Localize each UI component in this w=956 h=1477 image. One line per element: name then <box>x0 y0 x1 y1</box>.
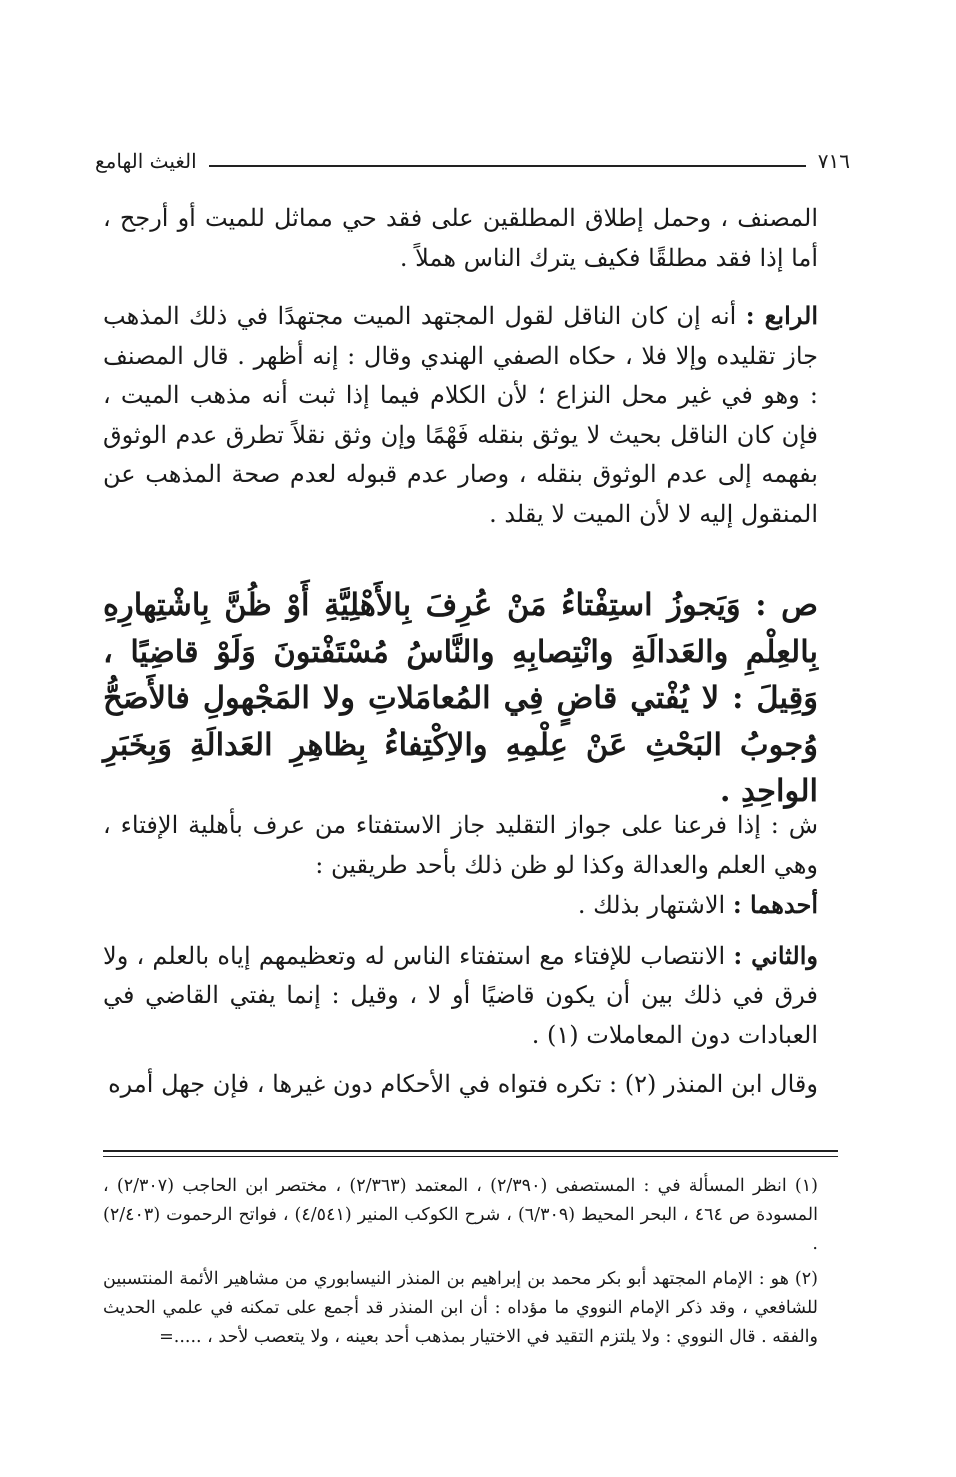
footnote-separator <box>103 1150 838 1157</box>
paragraph-fourth-opinion <box>103 296 818 544</box>
matn-text: ص : وَيَجوزُ استِفْتاءُ مَنْ عُرِفَ بِالأَهْلِيَّةِ أَوْ ظُنَّ بِاشْتِهارِهِ بِالعِلْمِ والعَدالَةِ وانْتِصابِهِ والنَّاسُ مُسْتَفْتونَ وَلَوْ قاضِيًا ، وَقِيلَ : لا يُفْتي قاضٍ فِي المُعامَلاتِ ولا المَجْهولِ فالأَصَحُّ وُجوبُ البَحْثِ عَنْ عِلْمِهِ والاِكْتِفاءُ بِظاهِرِ العَدالَةِ وَبِخَبَرِ الواحِدِ . <box>103 587 818 809</box>
running-header <box>95 146 850 176</box>
paragraph-continuation <box>103 199 818 288</box>
footnote: (٢) هو : الإمام المجتهد أبو بكر محمد بن إبراهيم بن المنذر النيسابوري من مشاهير الأئمة المنتسبين للشافعي ، وقد ذكر الإمام النووي ما مؤداه : أن ابن المنذر قد أجمع على تمكنه في علمي الحديث والفقه . قال النووي : ولا يلتزم التقيد في الاختيار بمذهب أحد بعينه ، ولا يتعصب لأحد ، .....= <box>103 1269 818 1347</box>
sharh-block <box>103 806 818 1115</box>
paragraph-text: أنه إن كان الناقل لقول المجتهد الميت مجتهدًا في ذلك المذهب جاز تقليده وإلا فلا ، حكاه الصفي الهندي وقال : إنه أظهر . قال المصنف : وهو في غير محل النزاع ؛ لأن الكلام فيما إذا ثبت أنه مذهب الميت ، فإن كان الناقل بحيث لا يوثق بنقله فَهْمًا وإن وثق نقلاً تطرق عدم الوثوق بفهمه إلى عدم الوثوق بنقله ، وصار عدم قبوله لعدم صحة المذهب عن المنقول إليه لا لأن الميت لا يقلد . <box>103 302 818 528</box>
book-title: الغيث الهامع <box>95 149 197 173</box>
footnote: (١) انظر المسألة في : المستصفى (٢/٣٩٠) ، المعتمد (٢/٣٦٣) ، مختصر ابن الحاجب (٢/٣٠٧) ، المسودة ص ٤٦٤ ، البحر المحيط (٦/٣٠٩) ، شرح الكوكب المنير (٤/٥٤١) ، فواتح الرحموت (٢/٤٠٣) . <box>103 1176 818 1254</box>
paragraph-text: الانتصاب للإفتاء مع استفتاء الناس له وتعظيمهم إياه بالعلم ، ولا فرق في ذلك بين أن يكون قاضيًا أو لا ، وقيل : إنما يفتي القاضي في العبادات دون المعاملات (١) . <box>103 941 818 1049</box>
body-paragraph <box>103 885 818 926</box>
body-paragraph <box>103 936 818 1056</box>
footnotes <box>103 1172 818 1358</box>
header-rule <box>209 165 806 167</box>
body-paragraph <box>103 296 818 534</box>
body-paragraph: المصنف ، وحمل إطلاق المطلقين على فقد حي مماثل للميت أو أرجح ، أما إذا فقد مطلقًا فكيف يترك الناس هملاً . <box>103 204 818 272</box>
body-paragraph: ش : إذا فرعنا على جواز التقليد جاز الاستفتاء من عرف بأهلية الإفتاء ، وهي العلم والعدالة وكذا لو ظن ذلك بأحد طريقين : <box>103 811 818 879</box>
page-number: ٧١٦ <box>817 149 850 173</box>
paragraph-lead: الرابع : <box>745 301 818 330</box>
paragraph-lead: والثاني : <box>733 940 818 970</box>
paragraph-lead: أحدهما : <box>732 890 818 919</box>
body-paragraph: وقال ابن المنذر (٢) : تكره فتواه في الأحكام دون غيرها ، فإن جهل أمره <box>108 1070 818 1098</box>
paragraph-text: الاشتهار بذلك . <box>577 891 733 919</box>
